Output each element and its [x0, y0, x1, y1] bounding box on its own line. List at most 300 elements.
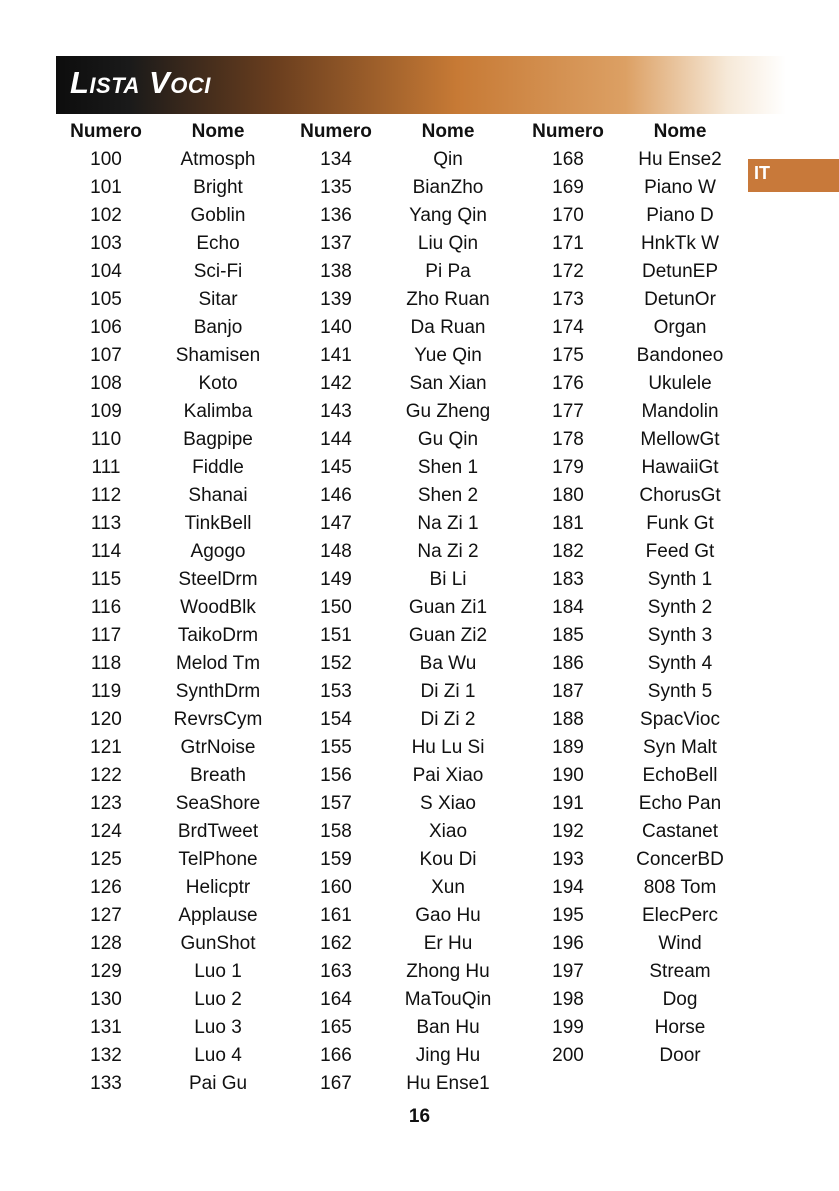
table-row	[56, 902, 280, 930]
voice-name: BrdTweet	[177, 821, 259, 842]
table-row	[518, 286, 742, 314]
voice-name: DetunEP	[641, 261, 719, 282]
voice-number: 104	[90, 261, 122, 282]
voice-name: Door	[659, 1045, 701, 1066]
voice-name: Gao Hu	[415, 905, 481, 926]
table-row	[518, 398, 742, 426]
voice-number: 154	[320, 709, 352, 730]
voice-number: 200	[552, 1045, 584, 1066]
header-number: Numero	[70, 121, 142, 142]
table-row	[518, 818, 742, 846]
table-row	[518, 174, 742, 202]
voice-number: 143	[320, 401, 352, 422]
voice-name: Zho Ruan	[406, 289, 490, 310]
voice-number: 134	[320, 149, 352, 170]
voice-number: 162	[320, 933, 352, 954]
voice-number: 181	[552, 513, 584, 534]
voice-number: 126	[90, 877, 122, 898]
voice-name: Er Hu	[423, 933, 473, 954]
voice-name: Guan Zi1	[408, 597, 488, 618]
voice-name: GunShot	[180, 933, 256, 954]
voice-number: 187	[552, 681, 584, 702]
voice-number: 114	[90, 541, 122, 562]
voice-name: SteelDrm	[178, 569, 258, 590]
voice-name: Qin	[433, 149, 463, 170]
table-row	[518, 734, 742, 762]
voice-name: Liu Qin	[417, 233, 479, 254]
table-row	[56, 538, 280, 566]
voice-table-col-1	[56, 118, 280, 1098]
voice-name: Bright	[193, 177, 243, 198]
table-row	[286, 650, 510, 678]
table-row	[286, 1042, 510, 1070]
voice-number: 131	[90, 1017, 122, 1038]
voice-number: 153	[320, 681, 352, 702]
voice-name: Synth 4	[647, 653, 713, 674]
voice-number: 172	[552, 261, 584, 282]
table-row	[286, 566, 510, 594]
table-row	[518, 762, 742, 790]
table-row	[518, 790, 742, 818]
table-row	[56, 314, 280, 342]
table-row	[56, 174, 280, 202]
voice-number: 177	[552, 401, 584, 422]
voice-name: Sitar	[198, 289, 238, 310]
voice-name: Kou Di	[419, 849, 477, 870]
voice-number: 165	[320, 1017, 352, 1038]
voice-number: 116	[90, 597, 122, 618]
table-row	[286, 1070, 510, 1098]
header-name: Nome	[653, 121, 707, 142]
voice-name: BianZho	[412, 177, 484, 198]
table-row	[56, 566, 280, 594]
voice-number: 144	[320, 429, 352, 450]
voice-name: WoodBlk	[180, 597, 256, 618]
voice-name: Mandolin	[641, 401, 719, 422]
table-row	[286, 258, 510, 286]
voice-number: 168	[552, 149, 584, 170]
voice-name: HawaiiGt	[641, 457, 719, 478]
voice-name: Hu Lu Si	[411, 737, 485, 758]
table-row	[518, 370, 742, 398]
voice-number: 139	[320, 289, 352, 310]
voice-name: SeaShore	[175, 793, 261, 814]
voice-number: 142	[320, 373, 352, 394]
voice-name: Dog	[662, 989, 698, 1010]
voice-number: 137	[320, 233, 352, 254]
voice-number: 105	[90, 289, 122, 310]
voice-name: Bi Li	[429, 569, 467, 590]
voice-number: 190	[552, 765, 584, 786]
table-row	[518, 1042, 742, 1070]
voice-name: Piano D	[646, 205, 714, 226]
voice-number: 122	[90, 765, 122, 786]
voice-name: Shen 1	[417, 457, 479, 478]
voice-number: 164	[320, 989, 352, 1010]
voice-number: 186	[552, 653, 584, 674]
voice-name: Da Ruan	[410, 317, 486, 338]
voice-number: 141	[320, 345, 352, 366]
table-row	[286, 510, 510, 538]
voice-number: 197	[552, 961, 584, 982]
table-row	[56, 594, 280, 622]
voice-name: S Xiao	[420, 793, 476, 814]
voice-name: Zhong Hu	[406, 961, 490, 982]
table-row	[518, 454, 742, 482]
voice-name: Stream	[649, 961, 711, 982]
voice-number: 108	[90, 373, 122, 394]
voice-number: 178	[552, 429, 584, 450]
table-row	[518, 874, 742, 902]
table-row	[518, 510, 742, 538]
voice-number: 113	[90, 513, 122, 534]
voice-name: HnkTk W	[640, 233, 720, 254]
voice-number: 123	[90, 793, 122, 814]
voice-name: ConcerBD	[636, 849, 724, 870]
voice-number: 132	[90, 1045, 122, 1066]
voice-name: Synth 3	[647, 625, 713, 646]
table-row	[286, 482, 510, 510]
table-row	[56, 146, 280, 174]
table-row	[286, 202, 510, 230]
page-number: 16	[408, 1106, 431, 1127]
voice-name: Syn Malt	[643, 737, 717, 758]
voice-name: Echo	[196, 233, 240, 254]
voice-number: 101	[90, 177, 122, 198]
voice-name: Atmosph	[180, 149, 256, 170]
table-row	[286, 454, 510, 482]
voice-number: 149	[320, 569, 352, 590]
voice-number: 115	[90, 569, 122, 590]
voice-name: SpacVioc	[640, 709, 720, 730]
voice-number: 127	[90, 905, 122, 926]
voice-name: Jing Hu	[415, 1045, 481, 1066]
voice-name: Luo 4	[194, 1045, 242, 1066]
voice-name: Bagpipe	[183, 429, 253, 450]
table-row	[56, 790, 280, 818]
table-row	[518, 202, 742, 230]
table-row	[286, 958, 510, 986]
voice-number: 125	[90, 849, 122, 870]
table-row	[56, 286, 280, 314]
voice-number: 112	[90, 485, 122, 506]
voice-number: 191	[552, 793, 584, 814]
voice-number: 173	[552, 289, 584, 310]
voice-name: 808 Tom	[643, 877, 717, 898]
voice-number: 199	[552, 1017, 584, 1038]
voice-name: Wind	[658, 933, 702, 954]
table-row	[518, 706, 742, 734]
voice-number: 118	[90, 653, 122, 674]
voice-number: 128	[90, 933, 122, 954]
voice-name: Organ	[653, 317, 707, 338]
voice-name: Shen 2	[417, 485, 479, 506]
voice-name: Xun	[431, 877, 465, 898]
voice-table-col-3	[518, 118, 742, 1070]
table-header-row	[56, 118, 280, 146]
voice-number: 170	[552, 205, 584, 226]
voice-name: Pai Xiao	[412, 765, 484, 786]
voice-name: Synth 5	[647, 681, 713, 702]
voice-name: Hu Ense2	[638, 149, 722, 170]
voice-number: 182	[552, 541, 584, 562]
voice-number: 157	[320, 793, 352, 814]
table-row	[518, 258, 742, 286]
voice-name: Synth 1	[647, 569, 713, 590]
table-row	[286, 986, 510, 1014]
table-row	[286, 426, 510, 454]
voice-name: SynthDrm	[175, 681, 261, 702]
page-title: Lista Voci	[70, 65, 211, 100]
table-row	[286, 538, 510, 566]
voice-name: Xiao	[428, 821, 468, 842]
voice-number: 174	[552, 317, 584, 338]
voice-name: Melod Tm	[175, 653, 261, 674]
table-row	[56, 370, 280, 398]
voice-name: Luo 3	[194, 1017, 242, 1038]
table-row	[518, 314, 742, 342]
table-row	[518, 678, 742, 706]
voice-number: 152	[320, 653, 352, 674]
table-row	[286, 230, 510, 258]
voice-number: 155	[320, 737, 352, 758]
table-header-row	[286, 118, 510, 146]
table-row	[56, 818, 280, 846]
header-number: Numero	[300, 121, 372, 142]
voice-name: Bandoneo	[636, 345, 724, 366]
voice-name: Kalimba	[183, 401, 253, 422]
table-row	[286, 342, 510, 370]
voice-number: 175	[552, 345, 584, 366]
voice-number: 151	[320, 625, 352, 646]
voice-name: MellowGt	[640, 429, 720, 450]
table-row	[286, 734, 510, 762]
table-row	[286, 370, 510, 398]
voice-number: 185	[552, 625, 584, 646]
voice-number: 120	[90, 709, 122, 730]
voice-name: Shanai	[188, 485, 248, 506]
table-row	[56, 734, 280, 762]
voice-number: 109	[90, 401, 122, 422]
voice-name: Di Zi 1	[420, 681, 476, 702]
voice-name: Ba Wu	[419, 653, 477, 674]
voice-number: 133	[90, 1073, 122, 1094]
voice-number: 129	[90, 961, 122, 982]
table-row	[286, 846, 510, 874]
table-row	[518, 566, 742, 594]
voice-name: Piano W	[644, 177, 716, 198]
table-row	[56, 846, 280, 874]
voice-number: 189	[552, 737, 584, 758]
table-row	[56, 958, 280, 986]
voice-number: 111	[91, 457, 121, 478]
table-row	[518, 482, 742, 510]
table-row	[56, 930, 280, 958]
table-row	[286, 902, 510, 930]
voice-name: ChorusGt	[639, 485, 721, 506]
voice-number: 146	[320, 485, 352, 506]
header-name: Nome	[191, 121, 245, 142]
table-row	[286, 1014, 510, 1042]
table-row	[56, 398, 280, 426]
voice-number: 180	[552, 485, 584, 506]
voice-name: Pi Pa	[425, 261, 471, 282]
table-row	[518, 1014, 742, 1042]
table-row	[56, 762, 280, 790]
voice-name: Breath	[190, 765, 246, 786]
voice-name: TelPhone	[178, 849, 258, 870]
table-row	[518, 846, 742, 874]
language-tab-label: IT	[754, 163, 770, 183]
table-row	[56, 874, 280, 902]
voice-number: 188	[552, 709, 584, 730]
voice-table-col-2	[286, 118, 510, 1098]
voice-number: 198	[552, 989, 584, 1010]
voice-number: 110	[90, 429, 122, 450]
voice-number: 121	[90, 737, 122, 758]
table-row	[56, 230, 280, 258]
voice-number: 196	[552, 933, 584, 954]
table-row	[286, 174, 510, 202]
voice-number: 102	[90, 205, 122, 226]
voice-number: 135	[320, 177, 352, 198]
voice-number: 150	[320, 597, 352, 618]
voice-name: Feed Gt	[645, 541, 715, 562]
voice-name: Synth 2	[647, 597, 713, 618]
table-row	[56, 622, 280, 650]
voice-number: 119	[90, 681, 122, 702]
table-row	[286, 762, 510, 790]
table-row	[518, 902, 742, 930]
header-number: Numero	[532, 121, 604, 142]
table-row	[286, 930, 510, 958]
table-row	[286, 398, 510, 426]
voice-name: GtrNoise	[180, 737, 256, 758]
header-name: Nome	[421, 121, 475, 142]
voice-name: Luo 2	[194, 989, 242, 1010]
table-row	[518, 538, 742, 566]
voice-name: MaTouQin	[404, 989, 492, 1010]
voice-name: Sci-Fi	[193, 261, 243, 282]
voice-number: 158	[320, 821, 352, 842]
table-row	[56, 678, 280, 706]
voice-number: 194	[552, 877, 584, 898]
voice-name: Guan Zi2	[408, 625, 488, 646]
voice-name: Gu Qin	[417, 429, 479, 450]
table-row	[518, 230, 742, 258]
voice-number: 179	[552, 457, 584, 478]
voice-name: Yue Qin	[414, 345, 482, 366]
table-row	[56, 482, 280, 510]
voice-number: 171	[552, 233, 584, 254]
voice-number: 124	[90, 821, 122, 842]
voice-name: Di Zi 2	[420, 709, 476, 730]
voice-name: Luo 1	[194, 961, 242, 982]
table-row	[56, 342, 280, 370]
voice-name: ElecPerc	[641, 905, 719, 926]
table-row	[518, 958, 742, 986]
voice-name: TaikoDrm	[177, 625, 259, 646]
table-row	[56, 1070, 280, 1098]
voice-number: 136	[320, 205, 352, 226]
voice-number: 117	[90, 625, 122, 646]
voice-name: Koto	[198, 373, 238, 394]
voice-name: Yang Qin	[409, 205, 487, 226]
voice-name: Banjo	[193, 317, 243, 338]
table-row	[286, 678, 510, 706]
table-row	[518, 622, 742, 650]
voice-number: 140	[320, 317, 352, 338]
voice-number: 169	[552, 177, 584, 198]
voice-number: 156	[320, 765, 352, 786]
voice-name: Agogo	[190, 541, 246, 562]
voice-name: EchoBell	[642, 765, 718, 786]
voice-name: Ukulele	[648, 373, 712, 394]
voice-name: Echo Pan	[638, 793, 722, 814]
voice-number: 192	[552, 821, 584, 842]
table-row	[518, 594, 742, 622]
voice-number: 160	[320, 877, 352, 898]
table-row	[56, 258, 280, 286]
table-row	[518, 426, 742, 454]
voice-number: 193	[552, 849, 584, 870]
table-row	[518, 986, 742, 1014]
table-row	[56, 1042, 280, 1070]
voice-name: Gu Zheng	[405, 401, 491, 422]
voice-name: San Xian	[409, 373, 487, 394]
table-row	[56, 1014, 280, 1042]
voice-name: Applause	[178, 905, 258, 926]
voice-number: 167	[320, 1073, 352, 1094]
voice-number: 166	[320, 1045, 352, 1066]
voice-name: Helicptr	[185, 877, 251, 898]
table-row	[286, 286, 510, 314]
voice-name: DetunOr	[644, 289, 716, 310]
voice-number: 147	[320, 513, 352, 534]
voice-name: Funk Gt	[646, 513, 714, 534]
table-row	[286, 622, 510, 650]
table-row	[56, 986, 280, 1014]
voice-number: 130	[90, 989, 122, 1010]
voice-name: TinkBell	[184, 513, 252, 534]
voice-number: 183	[552, 569, 584, 590]
voice-name: Ban Hu	[416, 1017, 480, 1038]
table-row	[56, 650, 280, 678]
voice-number: 161	[320, 905, 352, 926]
table-row	[518, 342, 742, 370]
voice-name: Horse	[654, 1017, 706, 1038]
table-row	[518, 650, 742, 678]
voice-name: Fiddle	[192, 457, 244, 478]
voice-number: 195	[552, 905, 584, 926]
language-tab	[748, 159, 839, 192]
table-header-row	[518, 118, 742, 146]
table-row	[286, 874, 510, 902]
table-row	[56, 426, 280, 454]
table-row	[286, 790, 510, 818]
voice-number: 176	[552, 373, 584, 394]
voice-number: 107	[90, 345, 122, 366]
voice-number: 159	[320, 849, 352, 870]
voice-name: Pai Gu	[188, 1073, 248, 1094]
table-row	[286, 314, 510, 342]
table-row	[56, 454, 280, 482]
voice-number: 138	[320, 261, 352, 282]
table-row	[56, 510, 280, 538]
voice-name: Castanet	[641, 821, 719, 842]
table-row	[286, 706, 510, 734]
table-row	[56, 706, 280, 734]
